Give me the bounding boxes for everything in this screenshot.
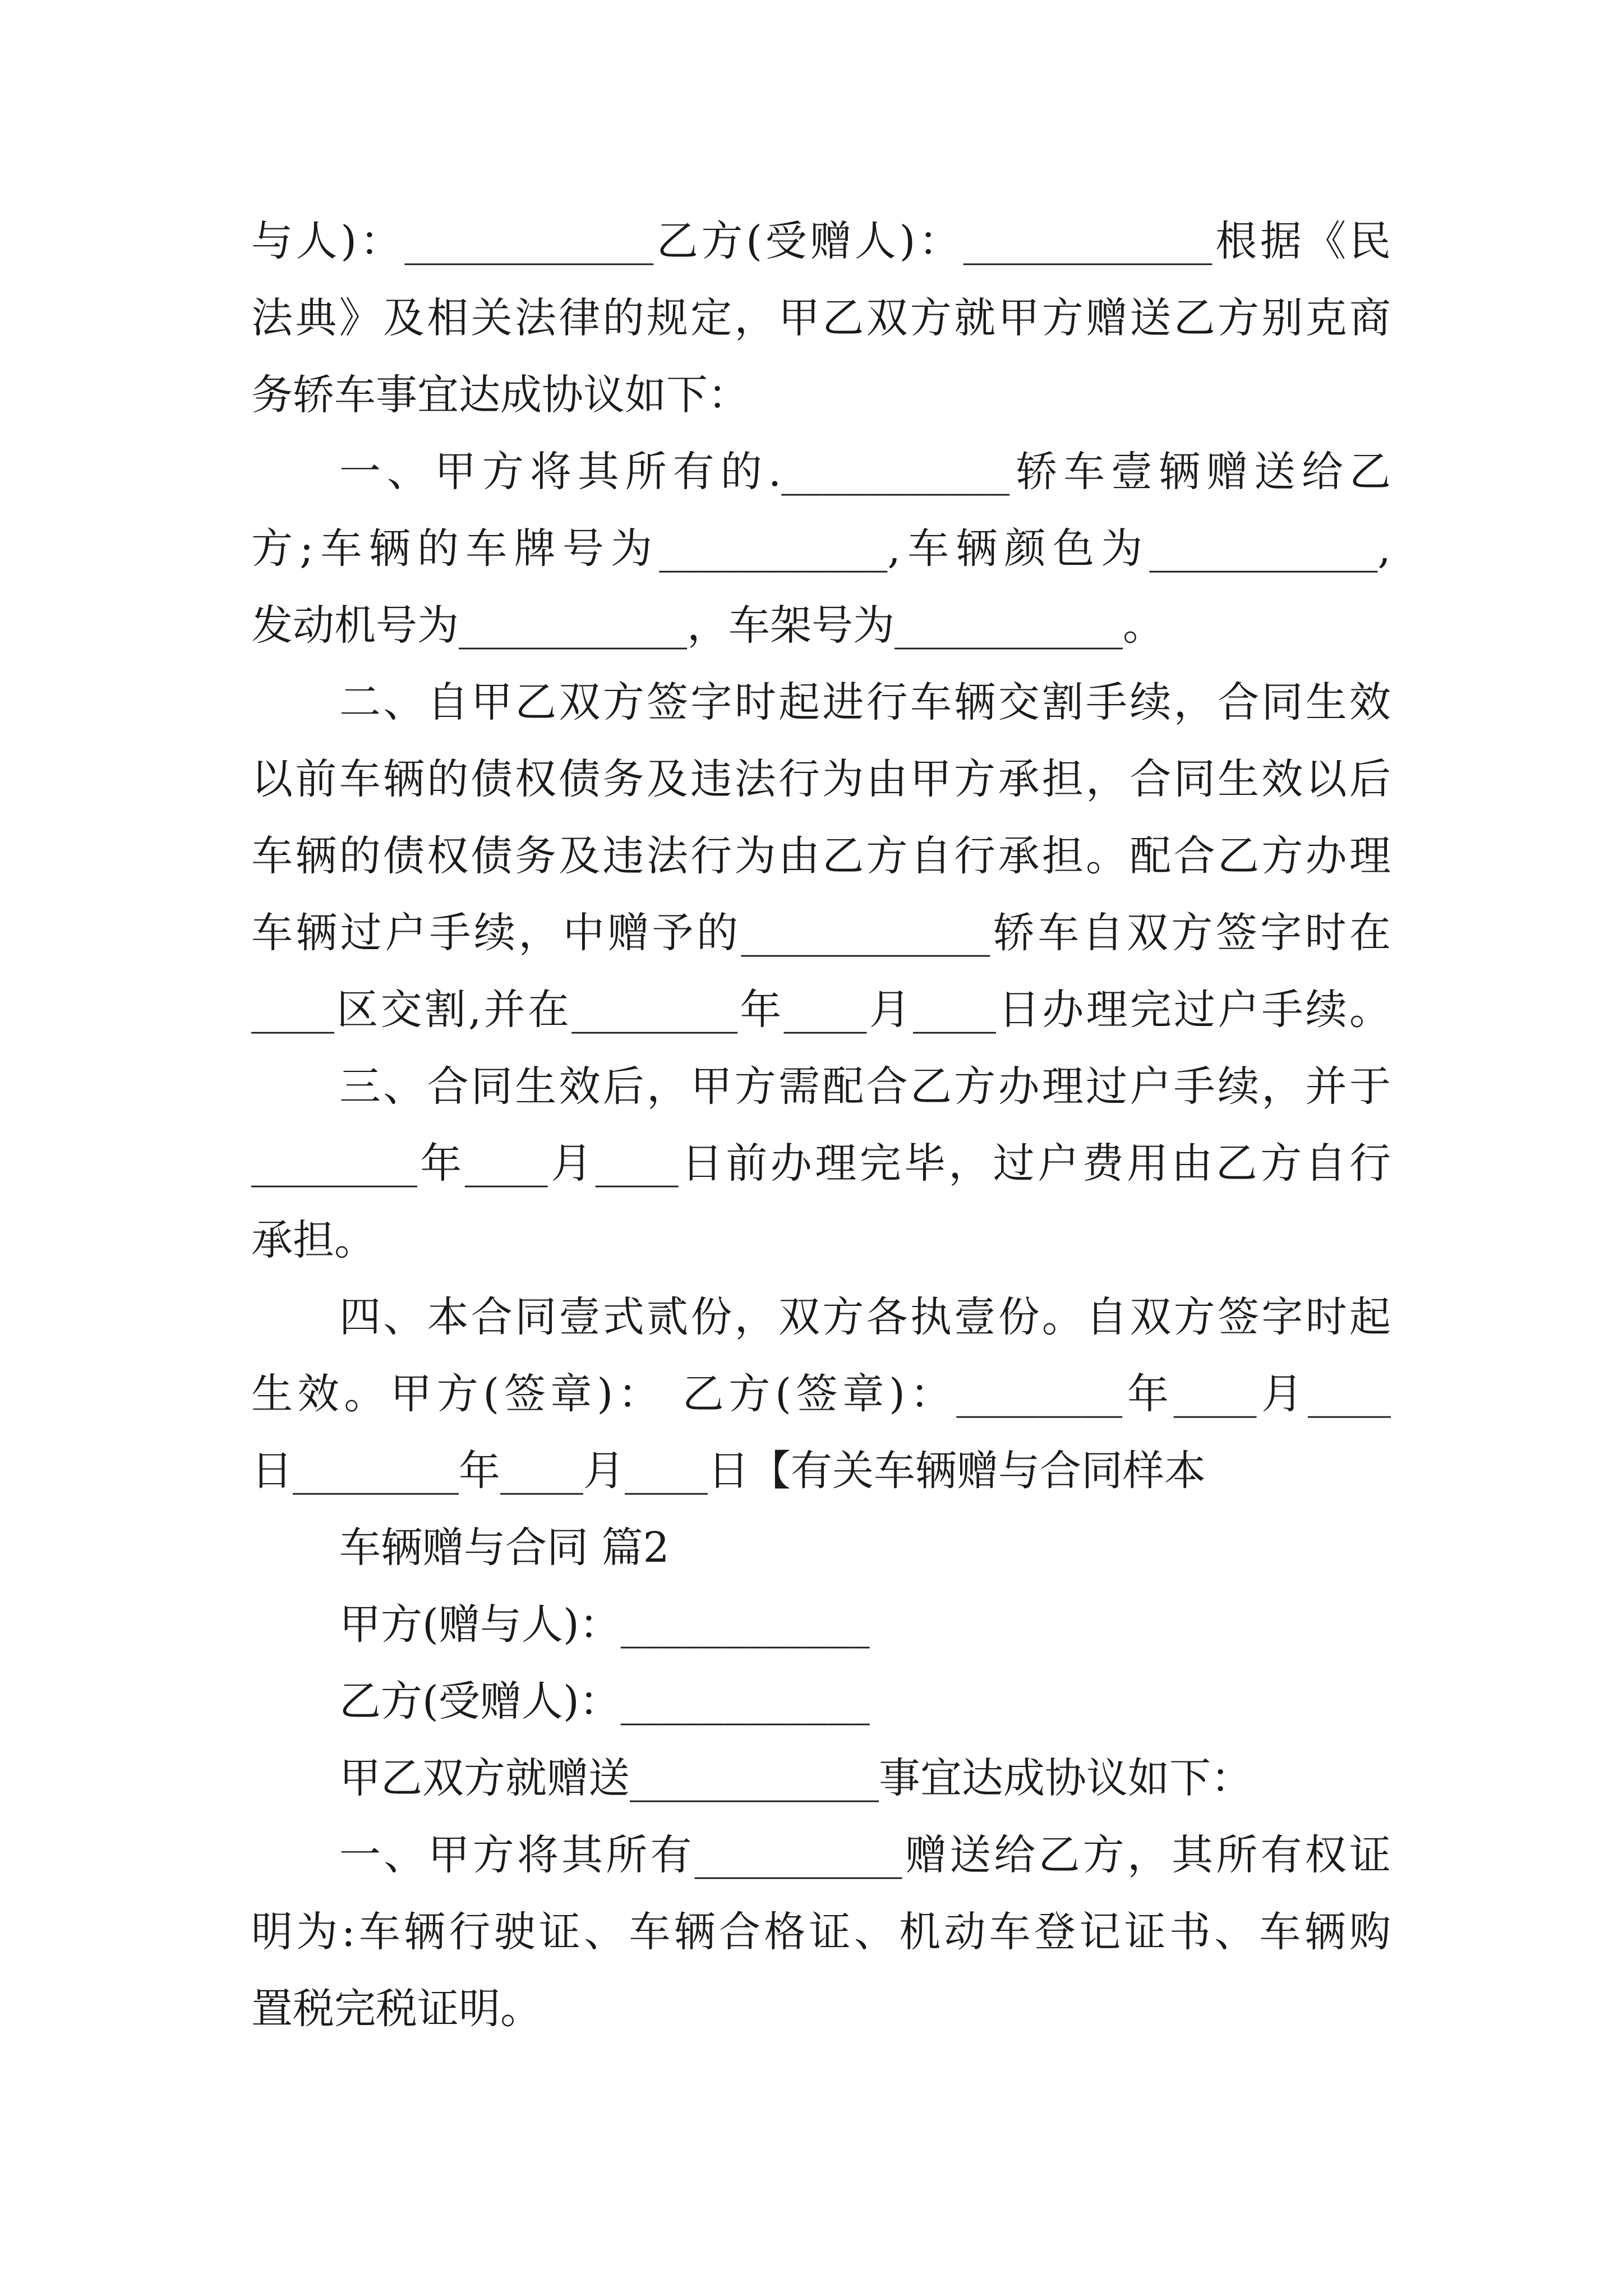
text-line: ____区交割,并在________年____月____日办理完过户手续。 (251, 986, 1391, 1034)
text-line: 务轿车事宜达成协议如下： (251, 371, 749, 419)
text-line: 车辆的债权债务及违法行为由乙方自行承担。配合乙方办理 (251, 832, 1391, 880)
party-b-line: 乙方(受赠人)：____________ (339, 1677, 870, 1726)
text-line: 一、甲方将其所有__________赠送给乙方，其所有权证 (339, 1831, 1391, 1879)
text-line: 一、甲方将其所有的.___________轿车壹辆赠送给乙 (339, 448, 1391, 496)
text-line: 二、自甲乙双方签字时起进行车辆交割手续，合同生效 (339, 678, 1391, 726)
text-line: 以前车辆的债权债务及违法行为由甲方承担，合同生效以后 (251, 755, 1391, 803)
text-line: ________年____月____日前办理完毕，过户费用由乙方自行 (251, 1139, 1391, 1188)
text-line: 承担。 (251, 1216, 376, 1264)
text-line: 甲乙双方就赠送____________事宜达成协议如下： (339, 1754, 1252, 1802)
text-line: 法典》及相关法律的规定，甲乙双方就甲方赠送乙方别克商 (251, 294, 1391, 342)
text-line: 车辆过户手续，中赠予的____________轿车自双方签字时在 (251, 909, 1391, 957)
text-line: 方;车辆的车牌号为___________,车辆颜色为___________, (251, 524, 1391, 573)
text-line: 日________年____月____日【有关车辆赠与合同样本 (251, 1447, 1206, 1495)
section-heading: 车辆赠与合同 篇2 (339, 1524, 670, 1572)
text-line: 发动机号为___________，车架号为___________。 (251, 601, 1164, 650)
text-line: 生效。甲方(签章)： 乙方(签章)：________年____月____ (251, 1370, 1391, 1418)
text-line: 明为:车辆行驶证、车辆合格证、机动车登记证书、车辆购 (251, 1908, 1391, 1956)
text-line: 与人)：____________乙方(受赠人)：____________根据《民 (251, 217, 1391, 265)
text-line: 置税完税证明。 (251, 1985, 542, 2033)
text-line: 三、合同生效后，甲方需配合乙方办理过户手续，并于 (339, 1062, 1391, 1111)
party-a-line: 甲方(赠与人)：____________ (339, 1600, 870, 1649)
text-line: 四、本合同壹式贰份，双方各执壹份。自双方签字时起 (339, 1293, 1391, 1341)
